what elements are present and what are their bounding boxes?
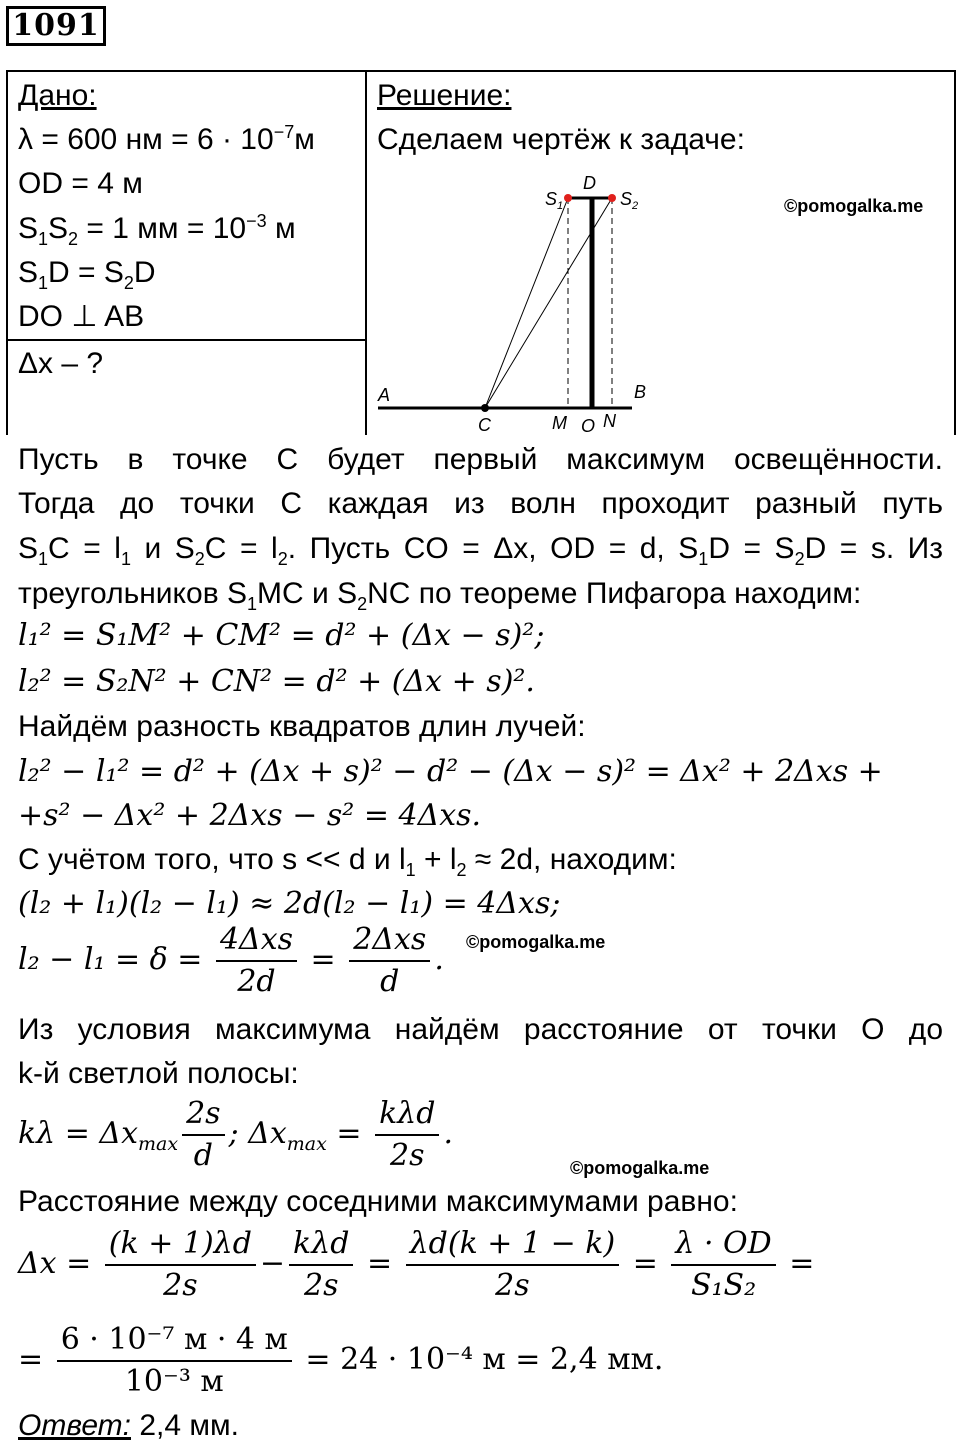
problem-number: 1091 [6,6,106,46]
answer: Ответ: 2,4 мм. [18,1409,239,1442]
solution-heading: Решение: [377,79,512,112]
neighbor-text: Расстояние между соседними максимумами равно: [18,1185,738,1218]
given-od: OD = 4 м [18,167,143,200]
label-a: A [378,385,391,405]
point-s2 [608,194,616,202]
condition-text: С учётом того, что s << d и $l_1 + l_2 \approx 2d$, находим: [18,843,677,880]
paragraph-line-1: Пусть в точке C будет первый максимум освещённости. [18,443,943,476]
equation-l1-squared: l₁² = S₁M² + CM² = d² + (Δx − s)²; [18,618,545,653]
equation-max: $k\lambda = \Delta x_{max}$ $\frac{2s}{d}$ ; $\Delta x_{max}$ = $\frac{\text{kλd}}{2s}$ . [18,1096,454,1173]
watermark-3: ©pomogalka.me [570,1158,710,1178]
paragraph-line-4: треугольников $S_1MC$ и $S_2NC$ по теореме Пифагора находим: [18,577,862,614]
given-s1s2: $S_1S_2 = 1$ мм = $10^{-3}$ м [18,211,296,249]
label-s1: $S_1$ [545,189,564,212]
watermark-1: ©pomogalka.me [784,196,924,216]
label-m: M [552,413,567,433]
equation-difference-2: +s² − Δx² + 2Δxs − s² = 4Δxs. [18,798,482,833]
equation-delta: l₂ − l₁ = δ = $\frac{\text{4Δxs}}{2d}$ = $\frac{\text{2Δxs}}{d}$ . [18,922,444,999]
point-s1 [564,194,572,202]
equation-numeric: = $\frac{\text{6 · 10⁻⁷ м · 4 м}}{\text{10⁻³ м}}$ = 24 · 10⁻⁴ м = 2,4 мм. [18,1322,664,1399]
point-c [481,404,489,412]
given-heading: Дано: [18,79,97,112]
label-b: B [634,382,647,402]
label-s2: $S_2$ [620,189,639,212]
solution-intro: Сделаем чертёж к задаче: [377,123,745,156]
paragraph-line-3: $S_1C = l_1$ и $S_2C = l_2$. Пусть CO = Δx, OD = d, $S_1D = S_2D = s$. Из [18,532,943,569]
equation-neighbor: Δx = $\frac{(k + 1)\lambda d}{2s}$ − $\frac{\text{kλd}}{2s}$ = $\frac{\lambda d(k + 1 - k)}{2s}$ = $\frac{\lambda \cdot OD}{\text{S₁S₂}}$ = [18,1226,815,1303]
equation-product: (l₂ + l₁)(l₂ − l₁) ≈ 2d(l₂ − l₁) = 4Δxs; [18,886,561,921]
find-quantity: Δx – ? [18,347,104,380]
label-n: N [603,411,616,431]
max-condition-line-1: Из условия максимума найдём расстояние от точки O до [18,1013,943,1046]
equation-l2-squared: l₂² = S₂N² + CN² = d² + (Δx + s)². [18,664,535,699]
ray-s1c [485,198,568,408]
given-perpendicular: DO ⊥ AB [18,300,145,333]
label-o: O [581,416,596,435]
frame-divider-horizontal [6,339,367,341]
interference-diagram [370,165,660,435]
given-s1d: $S_1D = S_2D$ [18,256,156,293]
equation-difference-1: l₂² − l₁² = d² + (Δx + s)² − d² − (Δx − s)² = Δx² + 2Δxs + [18,754,883,789]
given-lambda: λ = 600 нм = $6 \cdot 10^{-7}м$ [18,122,315,156]
paragraph-line-2: Тогда до точки C каждая из волн проходит разный путь [18,487,943,520]
difference-heading: Найдём разность квадратов длин лучей: [18,710,586,743]
frame-divider-vertical [365,70,367,435]
watermark-2: ©pomogalka.me [466,932,606,952]
label-d: D [583,173,596,193]
label-c: C [478,415,491,435]
max-condition-line-2: k-й светлой полосы: [18,1057,299,1090]
